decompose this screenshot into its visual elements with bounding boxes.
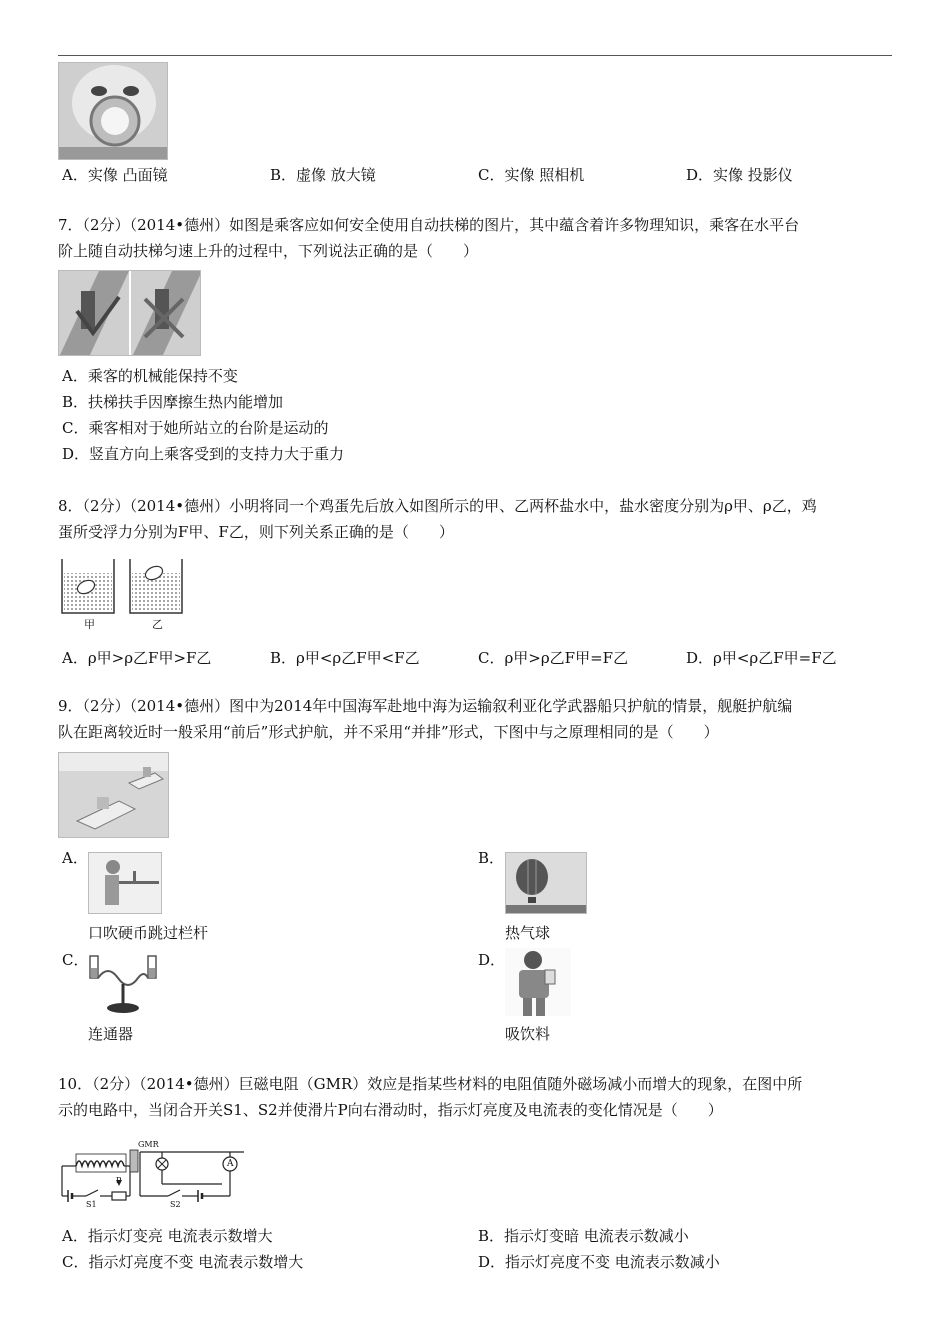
q9-option-d-image: [505, 948, 571, 1016]
q7-stem-line1: 7．（2分）（2014•德州）如图是乘客应如何安全使用自动扶梯的图片，其中蕴含着许多物理知识，乘客在水平台: [58, 216, 800, 234]
q8-option-c: C．ρ甲>ρ乙F甲=F乙: [478, 649, 629, 667]
q9-option-c-caption: 连通器: [88, 1025, 134, 1043]
q8-beaker-label-yi: 乙: [152, 618, 163, 631]
q8-option-a: A．ρ甲>ρ乙F甲>F乙: [62, 649, 212, 667]
q7-option-c: C．乘客相对于她所站立的台阶是运动的: [62, 419, 329, 437]
q10-gmr-label: GMR: [138, 1140, 159, 1149]
q6-magnifier-image: [58, 62, 168, 160]
q8-beakers-figure: [58, 555, 188, 635]
q10-stem-line2: 示的电路中，当闭合开关S1、S2并使滑片P向右滑动时，指示灯亮度及电流表的变化情况是（ ）: [58, 1101, 723, 1119]
q9-option-d-letter: D．: [478, 951, 506, 969]
q8-stem-line2: 蛋所受浮力分别为F甲、F乙，则下列关系正确的是（ ）: [58, 523, 454, 541]
q10-stem-line1: 10．（2分）（2014•德州）巨磁电阻（GMR）效应是指某些材料的电阻值随外磁场减小而增大的现象，在图中所: [58, 1075, 803, 1093]
q9-option-a-caption: 口吹硬币跳过栏杆: [88, 924, 209, 942]
q10-option-d: D．指示灯亮度不变 电流表示数减小: [478, 1253, 720, 1271]
q6-option-b: B．虚像 放大镜: [270, 166, 376, 184]
q6-option-c: C．实像 照相机: [478, 166, 585, 184]
q9-stem-line2: 队在距离较近时一般采用“前后”形式护航，并不采用“并排”形式，下图中与之原理相同的是（ ）: [58, 723, 719, 741]
q10-switch2-label: S2: [170, 1200, 181, 1209]
q7-option-b: B．扶梯扶手因摩擦生热内能增加: [62, 393, 284, 411]
q9-option-c-letter: C．: [62, 951, 89, 969]
q10-option-a: A．指示灯变亮 电流表示数增大: [62, 1227, 273, 1245]
q9-option-b-caption: 热气球: [505, 924, 551, 942]
q8-option-b: B．ρ甲<ρ乙F甲<F乙: [270, 649, 420, 667]
q9-stem-line1: 9．（2分）（2014•德州）图中为2014年中国海军赴地中海为运输叙利亚化学武器船只护航的情景，舰艇护航编: [58, 697, 793, 715]
q8-beaker-label-jia: 甲: [84, 618, 95, 631]
q10-circuit-diagram: [58, 1140, 244, 1212]
q9-option-a-image: [88, 852, 162, 914]
q10-ammeter-label: A: [227, 1159, 234, 1169]
q6-option-d: D．实像 投影仪: [686, 166, 793, 184]
q9-option-b-image: [505, 852, 587, 914]
q8-stem-line1: 8．（2分）（2014•德州）小明将同一个鸡蛋先后放入如图所示的甲、乙两杯盐水中，盐水密度分别为ρ甲、ρ乙，鸡: [58, 497, 817, 515]
q7-stem-line2: 阶上随自动扶梯匀速上升的过程中，下列说法正确的是（ ）: [58, 242, 479, 260]
q8-option-d: D．ρ甲<ρ乙F甲=F乙: [686, 649, 837, 667]
header-rule: [58, 55, 892, 56]
q9-option-a-letter: A．: [62, 849, 88, 867]
q10-switch1-label: S1: [86, 1200, 97, 1209]
q7-option-a: A．乘客的机械能保持不变: [62, 367, 238, 385]
q9-option-d-caption: 吸饮料: [505, 1025, 551, 1043]
q7-escalator-image: [58, 270, 201, 356]
q9-option-b-letter: B．: [478, 849, 505, 867]
q9-option-c-image: [88, 954, 158, 1016]
q6-option-a: A．实像 凸面镜: [62, 166, 168, 184]
q10-slider-label: P: [116, 1176, 122, 1185]
q7-option-d: D．竖直方向上乘客受到的支持力大于重力: [62, 445, 345, 463]
q10-option-b: B．指示灯变暗 电流表示数减小: [478, 1227, 689, 1245]
q10-option-c: C．指示灯亮度不变 电流表示数增大: [62, 1253, 304, 1271]
q9-navy-ships-image: [58, 752, 169, 838]
